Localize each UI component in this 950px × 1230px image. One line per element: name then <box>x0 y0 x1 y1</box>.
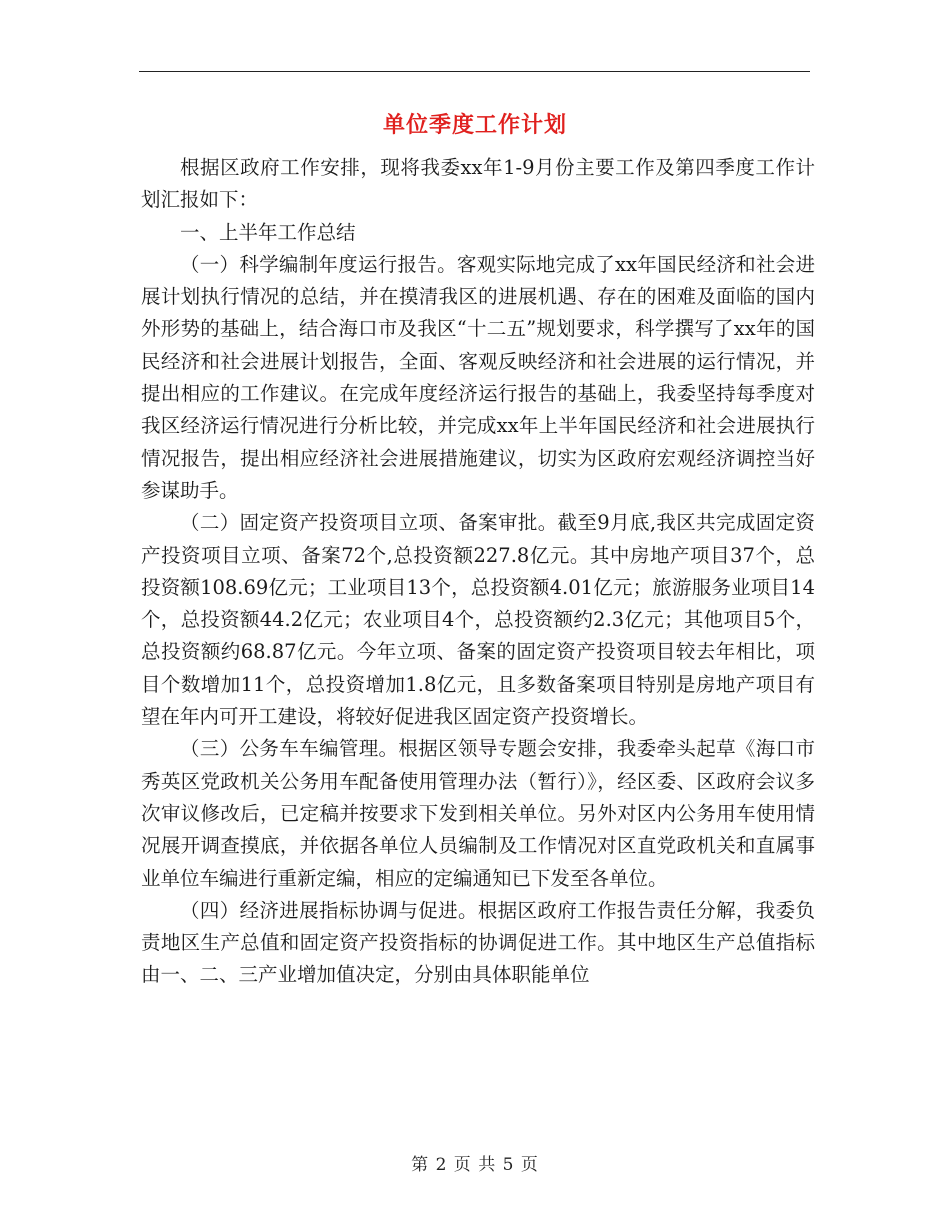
paragraph-item-2: （二）固定资产投资项目立项、备案审批。截至9月底,我区共完成固定资产投资项目立项、备案72个,总投资额227.8亿元。其中房地产项目37个，总投资额108.69亿元；工业项目13个，总投资额4.01亿元；旅游服务业项目14个，总投资额44.2亿元；农业项目4个，总投资额约2.3亿元；其他项目5个，总投资额约68.87亿元。今年立项、备案的固定资产投资项目较去年相比，项目个数增加11个，总投资增加1.8亿元，且多数备案项目特别是房地产项目有望在年内可开工建设，将较好促进我区固定资产投资增长。 <box>141 511 815 729</box>
document-body <box>141 152 815 992</box>
document-title: 单位季度工作计划 <box>382 112 567 138</box>
paragraph-item-3: （三）公务车车编管理。根据区领导专题会安排，我委牵头起草《海口市秀英区党政机关公务用车配备使用管理办法（暂行）》，经区委、区政府会议多次审议修改后，已定稿并按要求下发到相关单位。另外对区内公务用车使用情况展开调查摸底，并依据各单位人员编制及工作情况对区直党政机关和直属事业单位车编进行重新定编，相应的定编通知已下发至各单位。 <box>141 737 815 890</box>
header-rule <box>139 71 810 72</box>
section-heading: 一、上半年工作总结 <box>180 220 356 244</box>
paragraph-item-1: （一）科学编制年度运行报告。客观实际地完成了xx年国民经济和社会进展计划执行情况的总结，并在摸清我区的进展机遇、存在的困难及面临的国内外形势的基础上，结合海口市及我区“十二五”规划要求，科学撰写了xx年的国民经济和社会进展计划报告，全面、客观反映经济和社会进展的运行情况，并提出相应的工作建议。在完成年度经济运行报告的基础上，我委坚持每季度对我区经济运行情况进行分析比较，并完成xx年上半年国民经济和社会进展执行情况报告，提出相应经济社会进展措施建议，切实为区政府宏观经济调控当好参谋助手。 <box>141 252 815 502</box>
paragraph-item-4: （四）经济进展指标协调与促进。根据区政府工作报告责任分解，我委负责地区生产总值和固定资产投资指标的协调促进工作。其中地区生产总值指标由一、二、三产业增加值决定，分别由具体职能单位 <box>141 898 815 987</box>
intro-paragraph: 根据区政府工作安排，现将我委xx年1-9月份主要工作及第四季度工作计划汇报如下： <box>141 156 815 212</box>
page-number: 第 2 页 共 5 页 <box>411 1155 539 1175</box>
